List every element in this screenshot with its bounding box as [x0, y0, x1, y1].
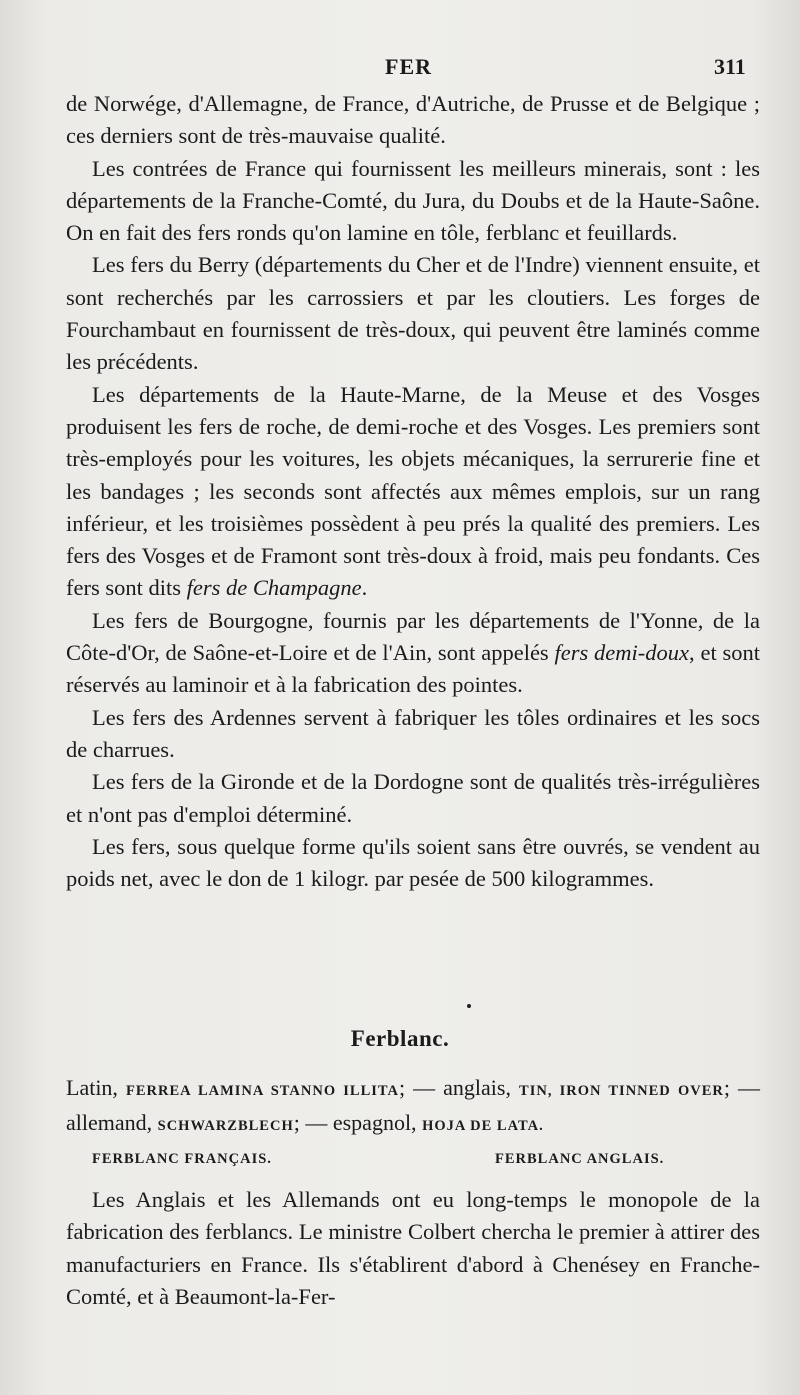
- captions-row: [0, 1151, 800, 1175]
- latin-label: Latin,: [66, 1075, 118, 1100]
- caption-french: FERBLANC FRANÇAIS.: [92, 1151, 272, 1167]
- paragraph-text: Les départements de la Haute-Marne, de la Meuse et des Vosges produisent les fers de roche, de demi-roche et des Vosges. Les premiers sont très-employés pour les voitures, les objets mécaniques, la serrurerie fine et les bandages ; les seconds sont affectés aux mêmes emplois, sur un rang inférieur, et les troisièmes possèdent à peu prés la qualité des premiers. Les fers des Vosges et de Framont sont très-doux à froid, mais peu fondants. Ces fers sont dits: [66, 381, 760, 601]
- translations-block: [66, 1072, 760, 1142]
- paragraph: [66, 379, 760, 605]
- ink-dot: [467, 1004, 471, 1008]
- paragraph-text: Les fers de Bourgogne, fournis par les départements de l'Yonne, de la Côte-d'Or, de Saône-et-Loire et de l'Ain, sont appelés: [66, 607, 760, 666]
- separator: ; — anglais,: [398, 1075, 511, 1100]
- paragraph: Les fers, sous quelque forme qu'ils soient sans être ouvrés, se vendent au poids net, avec le don de 1 kilogr. par pesée de 500 kilogrammes.: [66, 833, 760, 892]
- separator: ; — espagnol,: [293, 1110, 417, 1135]
- body-text: [66, 88, 760, 895]
- closing-text: [66, 1184, 760, 1313]
- german-term: SCHWARZBLECH: [157, 1118, 294, 1134]
- separator: ; — allemand,: [66, 1075, 760, 1135]
- paragraph-text: , et sont réservés au laminoir et à la fabrication des pointes.: [66, 640, 761, 698]
- paragraph-text: .: [361, 575, 368, 601]
- paragraph: Les fers de la Gironde et de la Dordogne sont de qualités très-irrégulières et n'ont pas d'emploi déterminé.: [66, 769, 760, 827]
- running-title: FER: [385, 54, 432, 79]
- running-header: [0, 54, 800, 84]
- section-heading: Ferblanc.: [350, 1026, 450, 1051]
- paragraph: Les contrées de France qui fournissent les meilleurs minerais, sont : les départements de la Franche-Comté, du Jura, du Doubs et de la Haute-Saône. On en fait des fers ronds qu'on lamine en tôle, ferblanc et feuillards.: [66, 155, 760, 246]
- caption-english: FERBLANC ANGLAIS.: [495, 1151, 665, 1167]
- italic-term: fers de Champagne: [186, 575, 362, 601]
- paragraph: Les fers des Ardennes servent à fabriquer les tôles ordinaires et les socs de charrues.: [66, 704, 760, 762]
- paragraph: Les Anglais et les Allemands ont eu long-temps le monopole de la fabrication des ferblancs. Le ministre Colbert chercha le premier à attirer des manufacturiers en France. Ils s'établirent d'abord à Chenésey en Franche-Comté, et à Beaumont-la-Fer-: [66, 1187, 760, 1309]
- latin-term: FERREA LAMINA STANNO ILLITA: [125, 1083, 399, 1099]
- page-number: 311: [714, 54, 746, 79]
- italic-term: fers demi-doux: [554, 640, 690, 666]
- english-term: TIN, IRON TINNED OVER: [519, 1083, 724, 1099]
- paragraph: de Norwége, d'Allemagne, de France, d'Autriche, de Prusse et de Belgique ; ces derniers sont de très-mauvaise qualité.: [66, 91, 760, 149]
- paragraph: Les fers du Berry (départements du Cher et de l'Indre) viennent ensuite, et sont recherchés par les carrossiers et par les cloutiers. Les forges de Fourchambaut en fournissent de très-doux, qui peuvent être laminés comme les précédents.: [66, 252, 760, 375]
- paragraph: [66, 605, 760, 702]
- spanish-term: HOJA DE LATA.: [422, 1118, 544, 1134]
